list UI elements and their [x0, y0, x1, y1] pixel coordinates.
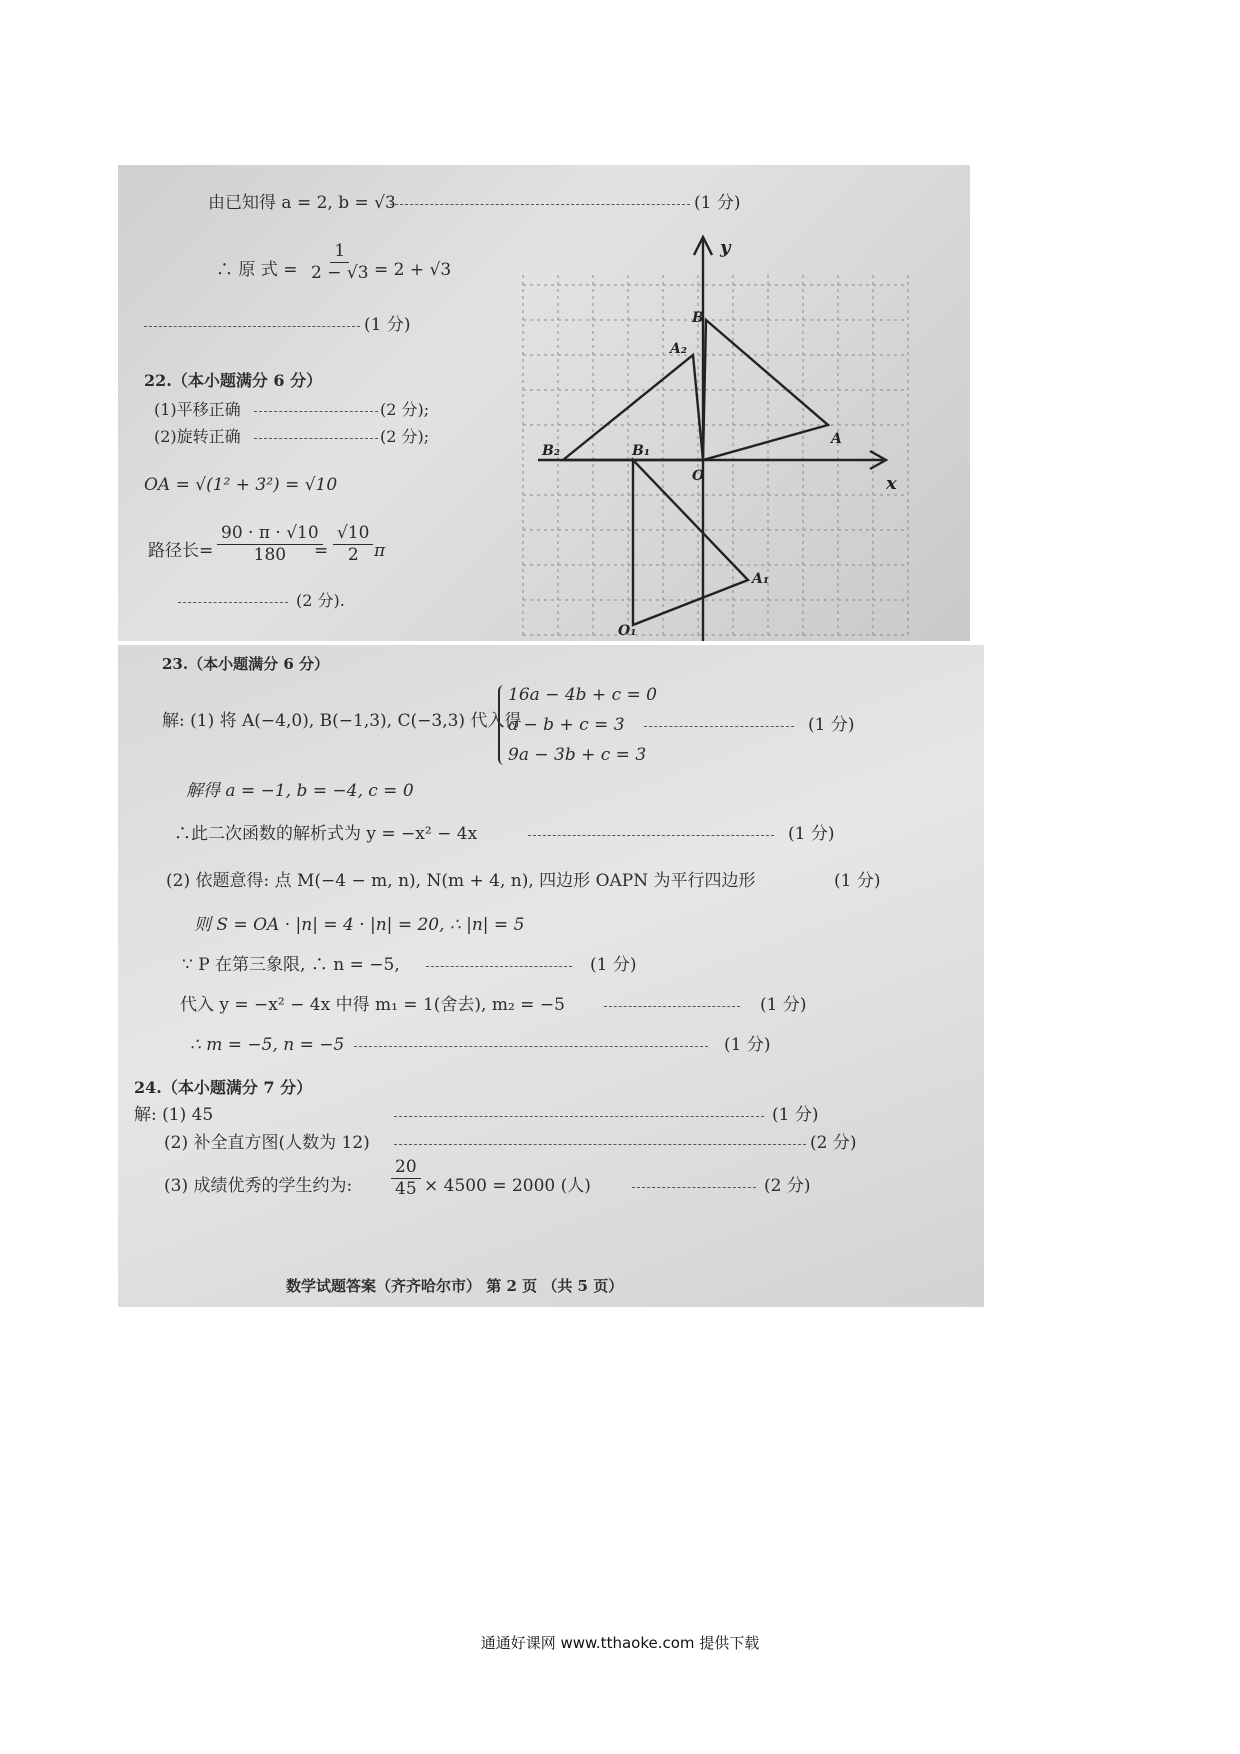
score: (2 分)	[764, 1176, 811, 1196]
q24-part2: (2) 补全直方图(人数为 12)	[164, 1133, 370, 1153]
score: (1 分)	[772, 1105, 819, 1125]
score: (2 分);	[380, 400, 430, 419]
score: (2 分)	[810, 1133, 857, 1153]
leader-line	[644, 726, 794, 727]
final-answer: ∴ m = −5, n = −5	[190, 1035, 345, 1055]
q24-part3-prefix: (3) 成绩优秀的学生约为:	[164, 1176, 353, 1196]
question-23-title: 23.（本小题满分 6 分）	[162, 655, 329, 673]
point-label-o1: O₁	[618, 623, 637, 639]
download-footer: 通通好课网 www.tthaoke.com 提供下载	[480, 1634, 760, 1652]
score: (2 分);	[380, 427, 430, 446]
equation-3: 9a − 3b + c = 3	[508, 745, 647, 765]
score: (1 分)	[590, 955, 637, 975]
origin-label: O	[692, 468, 705, 484]
equals: =	[314, 541, 329, 561]
quadratic-expression: ∴此二次函数的解析式为 y = −x² − 4x	[174, 824, 478, 844]
fraction: $\frac{√10}{2}$	[333, 525, 373, 564]
fraction: $\frac{90 \cdot \pi \cdot √10}{180}$	[217, 525, 323, 564]
y-axis-label: y	[720, 237, 731, 258]
substitution-step: 代入 y = −x² − 4x 中得 m₁ = 1(舍去), m₂ = −5	[180, 995, 565, 1015]
leader-line	[604, 1006, 740, 1007]
leader-line	[426, 966, 572, 967]
page-footer: 数学试题答案（齐齐哈尔市） 第 2 页 （共 5 页）	[286, 1277, 624, 1295]
original-expr-prefix: ∴ 原 式 =	[216, 260, 298, 280]
x-axis-label: x	[886, 473, 897, 494]
q24-part3-result: × 4500 = 2000 (人)	[424, 1176, 591, 1196]
point-label-a1: A₁	[752, 571, 769, 587]
third-quadrant-step: ∵ P 在第三象限, ∴ n = −5,	[182, 955, 400, 975]
equation-2: a − b + c = 3	[508, 715, 625, 735]
fraction: $\frac{20}{45}$	[391, 1159, 421, 1198]
q23-part1-intro: 解: (1) 将 A(−4,0), B(−1,3), C(−3,3) 代入得	[162, 711, 522, 731]
solved-coefficients: 解得 a = −1, b = −4, c = 0	[186, 781, 414, 801]
score: (1 分)	[694, 193, 741, 213]
q23-part2: (2) 依题意得: 点 M(−4 − m, n), N(m + 4, n), 四边形 OAPN 为平行四边形	[166, 871, 756, 891]
path-length-prefix: 路径长=	[148, 541, 214, 561]
answer-photo-top	[118, 165, 970, 641]
score: (2 分).	[296, 591, 345, 610]
point-label-b1: B₁	[632, 443, 650, 459]
equation-brace	[498, 685, 506, 765]
leader-line	[528, 835, 774, 836]
known-values: 由已知得 a = 2, b = √3	[208, 193, 396, 213]
score: (1 分)	[834, 871, 881, 891]
area-equation: 则 S = OA · |n| = 4 · |n| = 20, ∴ |n| = 5	[194, 915, 525, 935]
original-expr-result: = 2 + √3	[374, 260, 452, 280]
leader-line	[394, 1144, 806, 1145]
fraction: $\frac{1}{2 - √3}$	[311, 241, 369, 283]
score: (1 分)	[724, 1035, 771, 1055]
point-label-a: A	[831, 431, 842, 447]
answer-photo-bottom	[118, 645, 984, 1307]
q22-part1: (1)平移正确	[154, 400, 241, 419]
question-22-title: 22.（本小题满分 6 分）	[144, 371, 323, 390]
equation-1: 16a − 4b + c = 0	[508, 685, 657, 705]
leader-line	[394, 1116, 764, 1117]
score: (1 分)	[788, 824, 835, 844]
pi: π	[374, 541, 386, 561]
score: (1 分)	[364, 315, 411, 335]
score: (1 分)	[808, 715, 855, 735]
question-24-title: 24.（本小题满分 7 分）	[134, 1078, 313, 1097]
oa-length: OA = √(1² + 3²) = √10	[144, 475, 338, 495]
q24-part1: 解: (1) 45	[134, 1105, 214, 1125]
coordinate-graph	[118, 165, 970, 641]
leader-line	[354, 1046, 708, 1047]
leader-line	[632, 1187, 756, 1188]
point-label-b: B	[692, 310, 704, 326]
point-label-b2: B₂	[542, 443, 560, 459]
score: (1 分)	[760, 995, 807, 1015]
q22-part2: (2)旋转正确	[154, 427, 241, 446]
point-label-a2: A₂	[670, 341, 687, 357]
